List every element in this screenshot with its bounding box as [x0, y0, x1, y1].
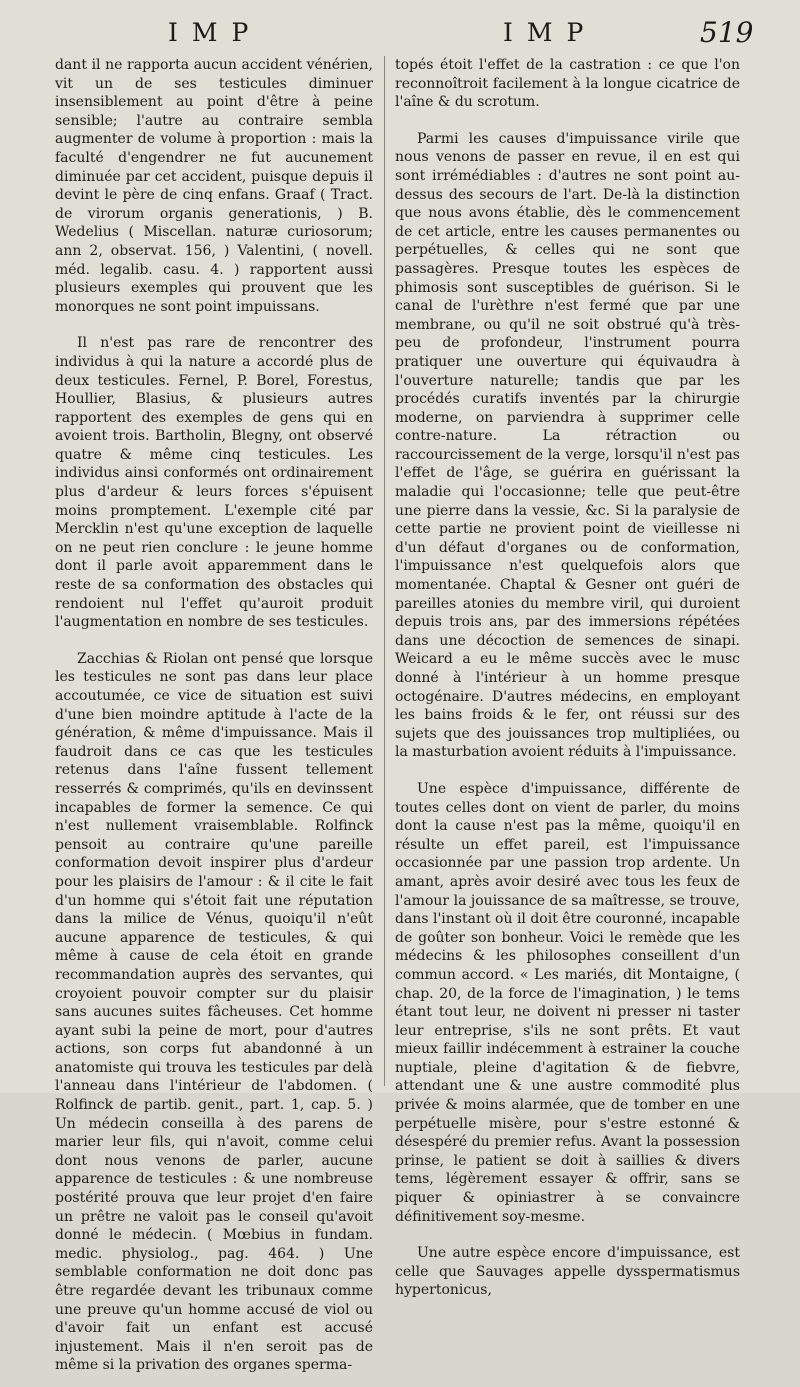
- header-left-title: IMP: [168, 18, 263, 47]
- paragraph: Une autre espèce encore d'impuissance, est celle que Sauvages appelle dysspermatismus hypertonicus,: [395, 1245, 740, 1299]
- right-column: [395, 56, 740, 1312]
- paragraph: Parmi les causes d'impuissance virile que nous venons de passer en revue, il en est qui sont irrémédiables : d'autres ne sont point au-dessus des secours de l'art. De-là la distinction que nous avons établie, dès le commencement de cet article, entre les causes permanentes ou perpétuelles, & celles qui ne sont que passagères. Presque toutes les espèces de phimosis sont susceptibles de guérison. Si le canal de l'urèthre n'est fermé que par une membrane, ou qu'il ne soit obstrué qu'à très-peu de profondeur, l'instrument pourra pratiquer une ouverture qui équivaudra à l'ouverture naturelle; tandis que par les procédés curatifs inventés par la chirurgie moderne, on parviendra à supprimer celle contre-nature. La rétraction ou raccourcissement de la verge, lorsqu'il n'est pas l'effet de l'âge, se guérira en guérissant la maladie qui l'occasionne; telle que peut-être une pierre dans la vessie, &c. Si la paralysie de cette partie ne provient point de vieillesse ni d'un défaut d'organes ou de conformation, l'impuissance n'est quelquefois alors que momentanée. Chaptal & Gesner ont guéri de pareilles atonies du membre viril, qui duroient depuis trois ans, par des immersions répétées dans une décoction de semences de sinapi. Weicard a eu le même succès avec le musc donné à l'intérieur à un homme presque octogénaire. D'autres médecins, en employant les bains froids & le fer, ont réussi sur des sujets que des jouissances trop multipliées, ou la masturbation avoient réduits à l'impuissance.: [395, 130, 740, 761]
- paragraph: Zacchias & Riolan ont pensé que lorsque les testicules ne sont pas dans leur place accoutumée, ce vice de situation est suivi d'une bien moindre aptitude à l'acte de la génération, & même d'impuissance. Mais il faudroit dans ce cas que les testicules retenus dans l'aîne fussent tellement resserrés & comprimés, qu'ils en devinssent incapables de former la semence. Ce qui n'est nullement vraisemblable. Rolfinck pensoit au contraire qu'une pareille conformation devoit inspirer plus d'ardeur pour les plaisirs de l'amour : & il cite le fait d'un homme qui s'étoit fait une réputation dans la milice de Vénus, quoiqu'il n'eût aucune apparence de testicules, & qui même à cause de cela étoit en grande recommandation auprès des servantes, qui croyoient pouvoir compter sur du plaisir sans aucunes suites fâcheuses. Cet homme ayant subi la peine de mort, pour d'autres actions, son corps fut abandonné à un anatomiste qui trouva les testicules par delà l'anneau dans l'intérieur de l'abdomen. ( Rolfinck de partib. genit., part. 1, cap. 5. ) Un médecin conseilla à des parens de marier leur fils, qui n'avoit, comme celui dont nous venons de parler, aucune apparence de testicules : & une nombreuse postérité prouva que leur projet d'en faire un prêtre ne valoit pas le conseil qu'avoit donné le médecin. ( Mœbius in fundam. medic. physiolog., pag. 464. ) Une semblable conformation ne doit donc pas être regardée devant les tribunaux comme une preuve qu'un homme accusé de viol ou d'avoir fait un enfant est accusé injustement. Mais il n'en seroit pas de même si la privation des organes sperma-: [55, 650, 373, 1374]
- left-column: [55, 56, 373, 1387]
- paragraph: Une espèce d'impuissance, différente de toutes celles dont on vient de parler, du moins dont la cause n'est pas la même, quoiqu'il en résulte un effet pareil, est l'impuissance occasionnée par une passion trop ardente. Un amant, après avoir desiré avec tous les feux de l'amour la jouissance de sa maîtresse, se trouve, dans l'instant où il doit être couronné, incapable de goûter son bonheur. Voici le remède que les médecins & les philosophes conseillent d'un commun accord. « Les mariés, dit Montaigne, ( chap. 20, de la force de l'imagination, ) le tems étant tout leur, ne doivent ni presser ni taster leur entreprise, s'ils ne sont prêts. Et vaut mieux faillir indécemment à estrainer la couche nuptiale, pleine d'agitation & de fiebvre, attendant une & une austre commodité plus privée & moins alarmée, que de tomber en une perpétuelle misère, pour s'estre estonné & désespéré du premier refus. Avant la possession prinse, le patient se doit à saillies & divers tems, légèrement essayer & offrir, sans se piquer & opiniastrer à se convaincre définitivement soy-mesme.: [395, 780, 740, 1225]
- running-header: [0, 8, 800, 52]
- paragraph: Il n'est pas rare de rencontrer des individus à qui la nature a accordé plus de deux testicules. Fernel, P. Borel, Forestus, Houllier, Blasius, & plusieurs autres rapportent des exemples de gens qui en avoient trois. Bartholin, Blegny, ont observé quatre & même cinq testicules. Les individus ainsi conformés ont ordinairement plus d'ardeur & leurs forces s'épuisent moins promptement. L'exemple cité par Mercklin n'est qu'une exception de laquelle on ne peut rien conclure : le jeune homme dont il parle avoit apparemment dans le reste de sa conformation des obstacles qui rendoient nul l'effet qu'auroit produit l'augmentation en nombre de ses testicules.: [55, 335, 373, 631]
- header-right-title: IMP: [503, 18, 598, 47]
- column-divider: [384, 56, 385, 1086]
- page-number: 519: [700, 16, 754, 49]
- paragraph: topés étoit l'effet de la castration : ce que l'on reconnoîtroit facilement à la longue cicatrice de l'aîne & du scrotum.: [395, 57, 740, 111]
- paragraph: dant il ne rapporta aucun accident vénérien, vit un de ses testicules diminuer insensiblement au point d'être à peine sensible; l'autre au contraire sembla augmenter de volume à proportion : mais la faculté d'engendrer ne fut aucunement diminuée par cet accident, puisque depuis il devint le père de cinq enfans. Graaf ( Tract. de virorum organis generationis, ) B. Wedelius ( Miscellan. naturæ curiosorum; ann 2, observat. 156, ) Valentini, ( novell. méd. legalib. casu. 4. ) rapportent aussi plusieurs exemples qui prouvent que les monorques ne sont point impuissans.: [55, 57, 373, 315]
